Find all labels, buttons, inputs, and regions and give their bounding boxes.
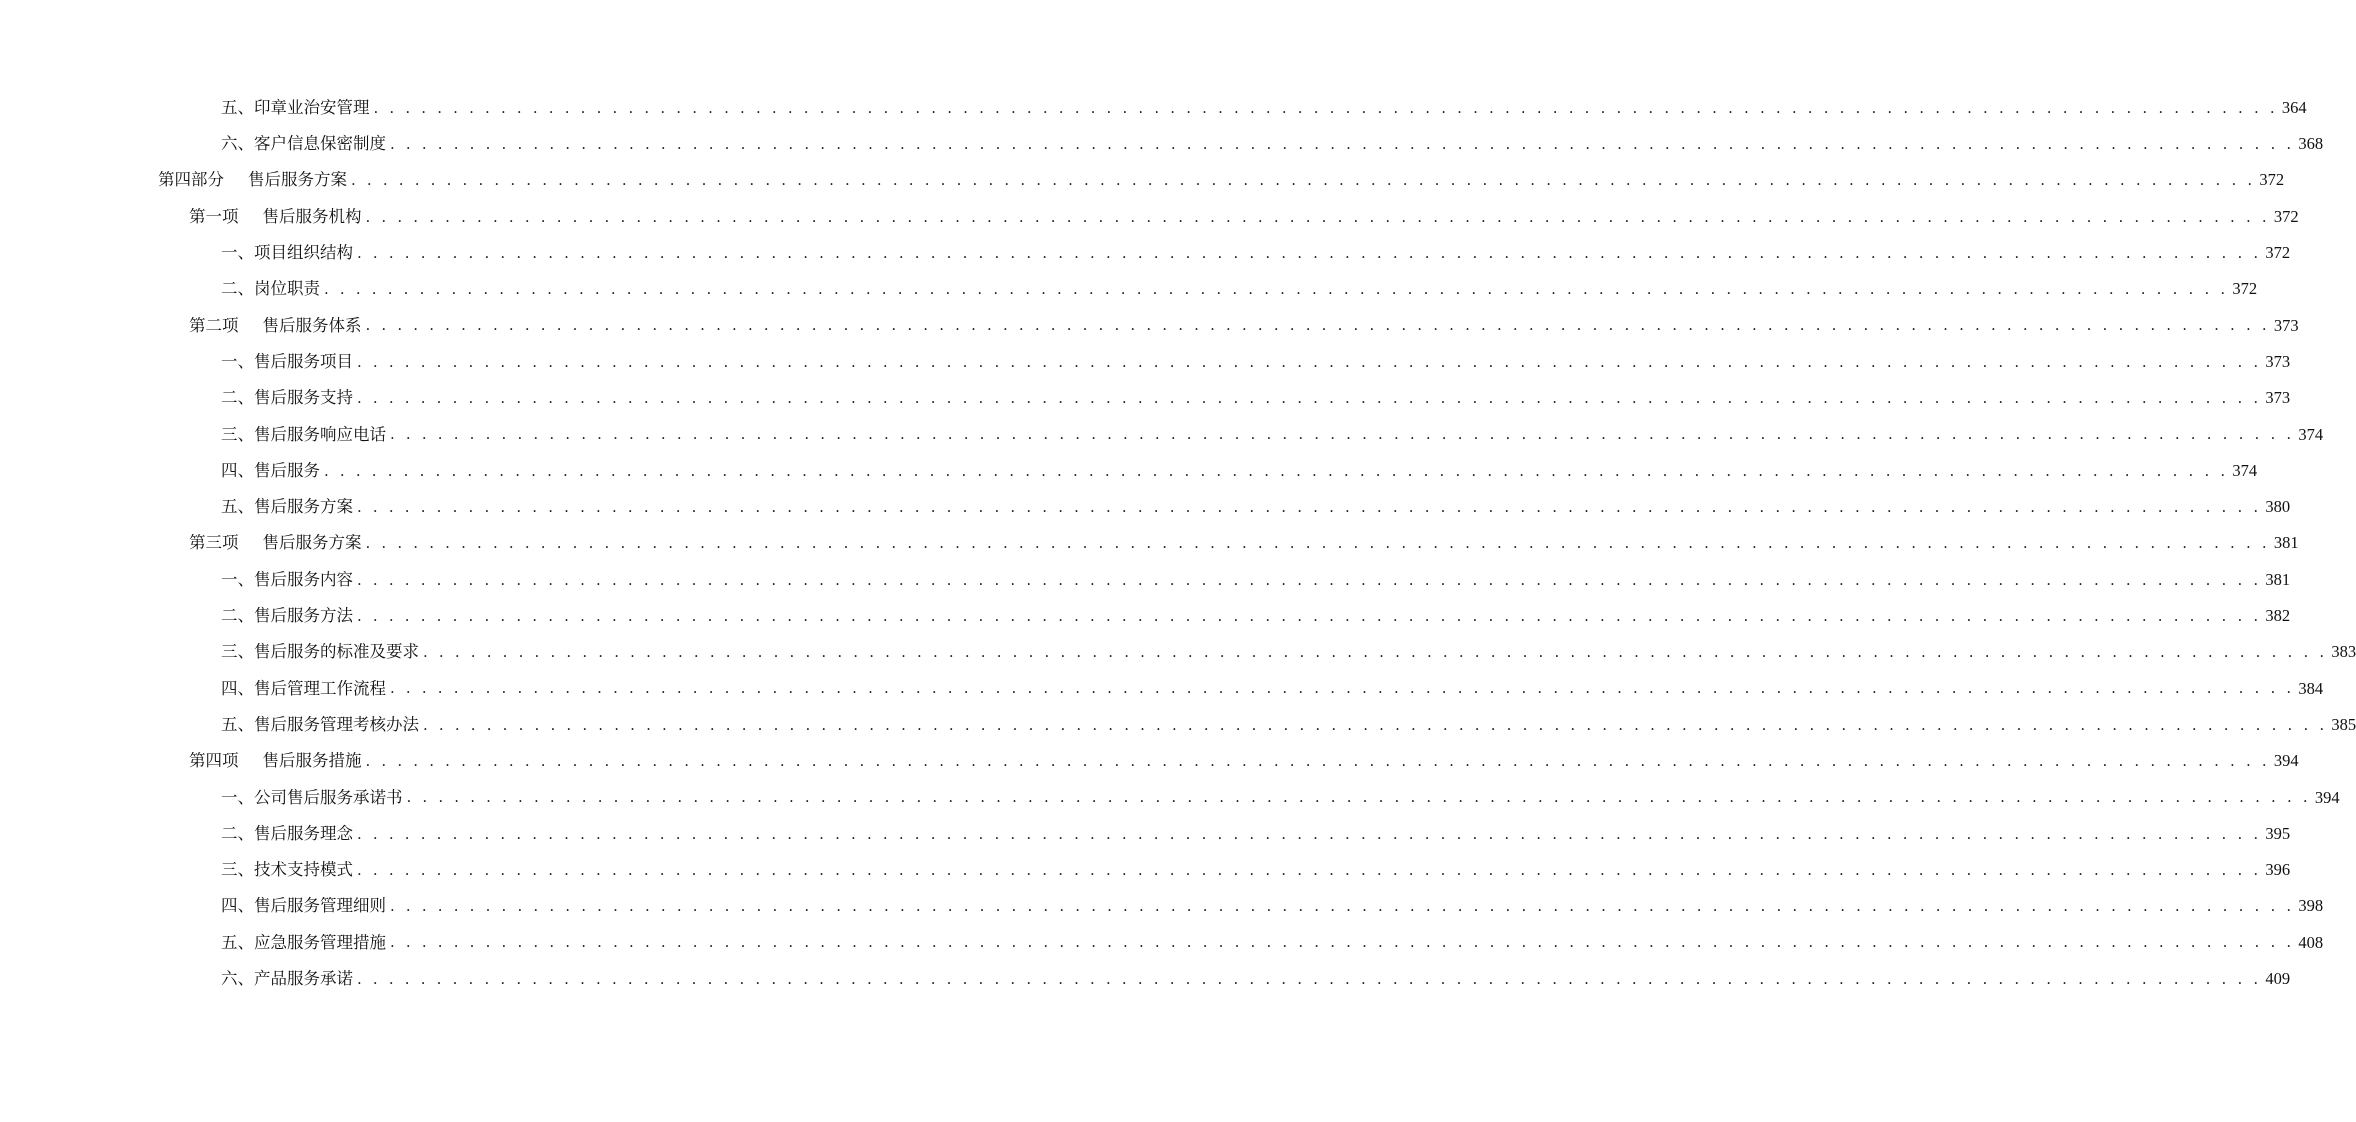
toc-entry-page-number: 409 <box>2265 969 2291 989</box>
toc-entry-label: 售后服务机构 <box>262 206 362 226</box>
toc-dot-leader: . . . . . . . . . . . . . . . . . . . . . . . . . . . . . . . . . . . . . . . . . . . . . . . . . . . . . . . . . . . . . . . . . . . . . . . . . . . . . . . . . . . . . . . . . . . . . . . . . . . . . . . . . . . . . . . . . . . . . . . . <box>390 897 2295 916</box>
toc-entry-number: 四、 <box>221 678 254 698</box>
toc-entry-label: 售后服务的标准及要求 <box>254 642 419 662</box>
toc-entry-page-number: 368 <box>2298 134 2324 154</box>
toc-entry[interactable] <box>0 308 2299 344</box>
toc-entry-title <box>221 862 357 879</box>
toc-entry-page-number: 395 <box>2265 823 2291 843</box>
toc-entry[interactable] <box>0 271 2258 307</box>
toc-entry-number: 第三项 <box>189 533 239 553</box>
toc-entry-number: 六、 <box>221 134 254 154</box>
toc-entry-title <box>221 499 357 516</box>
toc-dot-leader: . . . . . . . . . . . . . . . . . . . . . . . . . . . . . . . . . . . . . . . . . . . . . . . . . . . . . . . . . . . . . . . . . . . . . . . . . . . . . . . . . . . . . . . . . . . . . . . . . . . . . . . . . . . . . . . . . . . . . . . . <box>423 715 2328 734</box>
toc-entry[interactable] <box>0 417 2324 453</box>
toc-entry[interactable] <box>0 780 2340 816</box>
toc-dot-leader: . . . . . . . . . . . . . . . . . . . . . . . . . . . . . . . . . . . . . . . . . . . . . . . . . . . . . . . . . . . . . . . . . . . . . . . . . . . . . . . . . . . . . . . . . . . . . . . . . . . . . . . . . . . . . . . . . . . . . . . . <box>357 860 2262 879</box>
toc-entry-label: 售后服务项目 <box>254 351 353 371</box>
toc-entry-number: 三、 <box>221 860 254 880</box>
toc-entry-title <box>158 172 351 189</box>
toc-entry-label: 售后服务响应电话 <box>254 424 386 444</box>
toc-dot-leader: . . . . . . . . . . . . . . . . . . . . . . . . . . . . . . . . . . . . . . . . . . . . . . . . . . . . . . . . . . . . . . . . . . . . . . . . . . . . . . . . . . . . . . . . . . . . . . . . . . . . . . . . . . . . . . . . . . . . . . . . <box>324 461 2229 480</box>
toc-entry[interactable] <box>0 852 2291 888</box>
toc-entry-label: 印章业治安管理 <box>254 97 370 117</box>
toc-dot-leader: . . . . . . . . . . . . . . . . . . . . . . . . . . . . . . . . . . . . . . . . . . . . . . . . . . . . . . . . . . . . . . . . . . . . . . . . . . . . . . . . . . . . . . . . . . . . . . . . . . . . . . . . . . . . . . . . . . . . . . . . <box>357 243 2262 262</box>
toc-entry-label: 技术支持模式 <box>254 860 353 880</box>
toc-entry-label: 售后服务支持 <box>254 388 353 408</box>
toc-entry-label: 项目组织结构 <box>254 243 353 263</box>
toc-entry[interactable] <box>0 380 2291 416</box>
toc-entry-number: 第四项 <box>189 751 239 771</box>
toc-entry-page-number: 373 <box>2273 315 2299 335</box>
toc-entry-label: 应急服务管理措施 <box>254 932 386 952</box>
toc-entry-page-number: 382 <box>2265 606 2291 626</box>
toc-entry-label: 售后管理工作流程 <box>254 678 386 698</box>
toc-entry-title <box>221 823 357 843</box>
toc-entry-title <box>221 390 357 407</box>
toc-entry-page-number: 373 <box>2265 388 2291 408</box>
toc-entry-number: 二、 <box>221 388 254 408</box>
toc-entry-number: 二、 <box>221 279 254 299</box>
toc-entry-number: 第一项 <box>189 206 239 226</box>
toc-entry-page-number: 373 <box>2265 351 2291 371</box>
toc-entry-title <box>221 281 324 298</box>
toc-entry-page-number: 372 <box>2232 279 2258 299</box>
toc-entry-page-number: 384 <box>2298 678 2324 698</box>
toc-entry-page-number: 398 <box>2298 896 2324 916</box>
toc-entry-number: 五、 <box>221 714 254 734</box>
toc-entry-title <box>221 424 390 444</box>
toc-dot-leader: . . . . . . . . . . . . . . . . . . . . . . . . . . . . . . . . . . . . . . . . . . . . . . . . . . . . . . . . . . . . . . . . . . . . . . . . . . . . . . . . . . . . . . . . . . . . . . . . . . . . . . . . . . . . . . . . . . . . . . . . <box>373 98 2278 117</box>
toc-entry-title <box>189 753 366 770</box>
toc-entry-title <box>221 460 324 480</box>
toc-entry-number: 一、 <box>221 787 254 807</box>
toc-entry-page-number: 408 <box>2298 932 2324 952</box>
toc-entry-label: 售后服务内容 <box>254 569 353 589</box>
toc-entry-title <box>221 787 407 807</box>
toc-entry-page-number: 383 <box>2331 642 2356 662</box>
toc-entry[interactable] <box>0 453 2258 489</box>
toc-dot-leader: . . . . . . . . . . . . . . . . . . . . . . . . . . . . . . . . . . . . . . . . . . . . . . . . . . . . . . . . . . . . . . . . . . . . . . . . . . . . . . . . . . . . . . . . . . . . . . . . . . . . . . . . . . . . . . . . . . . . . . . . <box>351 171 2256 190</box>
toc-entry-number: 第二项 <box>189 315 239 335</box>
toc-entry[interactable] <box>0 925 2324 961</box>
toc-entry-number: 四、 <box>221 896 254 916</box>
toc-dot-leader: . . . . . . . . . . . . . . . . . . . . . . . . . . . . . . . . . . . . . . . . . . . . . . . . . . . . . . . . . . . . . . . . . . . . . . . . . . . . . . . . . . . . . . . . . . . . . . . . . . . . . . . . . . . . . . . . . . . . . . . . <box>365 534 2270 553</box>
toc-entry[interactable] <box>0 199 2299 235</box>
toc-entry-page-number: 381 <box>2265 569 2291 589</box>
toc-entry-number: 一、 <box>221 351 254 371</box>
toc-entry[interactable] <box>0 707 2356 743</box>
toc-entry-label: 客户信息保密制度 <box>254 134 386 154</box>
toc-entry-page-number: 381 <box>2273 533 2299 553</box>
toc-entry-page-number: 372 <box>2265 243 2291 263</box>
table-of-contents <box>0 90 2356 997</box>
toc-entry-number: 二、 <box>221 606 254 626</box>
toc-entry-label: 售后服务方案 <box>254 497 353 517</box>
toc-dot-leader: . . . . . . . . . . . . . . . . . . . . . . . . . . . . . . . . . . . . . . . . . . . . . . . . . . . . . . . . . . . . . . . . . . . . . . . . . . . . . . . . . . . . . . . . . . . . . . . . . . . . . . . . . . . . . . . . . . . . . . . . <box>365 316 2270 335</box>
toc-entry-label: 售后服务管理考核办法 <box>254 714 419 734</box>
toc-dot-leader: . . . . . . . . . . . . . . . . . . . . . . . . . . . . . . . . . . . . . . . . . . . . . . . . . . . . . . . . . . . . . . . . . . . . . . . . . . . . . . . . . . . . . . . . . . . . . . . . . . . . . . . . . . . . . . . . . . . . . . . . <box>357 969 2262 988</box>
toc-entry-number: 一、 <box>221 569 254 589</box>
toc-dot-leader: . . . . . . . . . . . . . . . . . . . . . . . . . . . . . . . . . . . . . . . . . . . . . . . . . . . . . . . . . . . . . . . . . . . . . . . . . . . . . . . . . . . . . . . . . . . . . . . . . . . . . . . . . . . . . . . . . . . . . . . . <box>390 933 2295 952</box>
toc-entry-number: 第四部分 <box>158 170 224 190</box>
toc-entry[interactable] <box>0 126 2324 162</box>
toc-entry-page-number: 372 <box>2259 170 2285 190</box>
toc-entry[interactable] <box>0 671 2324 707</box>
toc-entry[interactable] <box>0 961 2291 997</box>
toc-entry-number: 六、 <box>221 969 254 989</box>
toc-entry[interactable] <box>0 562 2291 598</box>
toc-entry-number: 三、 <box>221 642 254 662</box>
toc-entry-label: 公司售后服务承诺书 <box>254 787 403 807</box>
toc-entry-number: 五、 <box>221 497 254 517</box>
toc-entry-title <box>189 206 366 226</box>
toc-entry-number: 四、 <box>221 460 254 480</box>
toc-entry-title <box>221 932 390 952</box>
toc-entry-label: 售后服务措施 <box>262 751 362 771</box>
toc-entry[interactable] <box>0 816 2291 852</box>
toc-dot-leader: . . . . . . . . . . . . . . . . . . . . . . . . . . . . . . . . . . . . . . . . . . . . . . . . . . . . . . . . . . . . . . . . . . . . . . . . . . . . . . . . . . . . . . . . . . . . . . . . . . . . . . . . . . . . . . . . . . . . . . . . <box>406 788 2311 807</box>
toc-entry-title <box>221 136 390 153</box>
toc-entry-number: 五、 <box>221 932 254 952</box>
toc-entry[interactable] <box>0 526 2299 562</box>
toc-entry-label: 售后服务方案 <box>262 533 362 553</box>
toc-entry-page-number: 372 <box>2273 206 2299 226</box>
toc-entry[interactable] <box>0 235 2291 271</box>
toc-entry-title <box>221 245 357 262</box>
toc-entry[interactable] <box>0 344 2291 380</box>
toc-entry-number: 三、 <box>221 424 254 444</box>
toc-entry-label: 售后服务方法 <box>254 606 353 626</box>
toc-entry-label: 售后服务方案 <box>248 170 347 190</box>
toc-dot-leader: . . . . . . . . . . . . . . . . . . . . . . . . . . . . . . . . . . . . . . . . . . . . . . . . . . . . . . . . . . . . . . . . . . . . . . . . . . . . . . . . . . . . . . . . . . . . . . . . . . . . . . . . . . . . . . . . . . . . . . . . <box>357 570 2262 589</box>
toc-entry-title <box>221 714 423 734</box>
toc-dot-leader: . . . . . . . . . . . . . . . . . . . . . . . . . . . . . . . . . . . . . . . . . . . . . . . . . . . . . . . . . . . . . . . . . . . . . . . . . . . . . . . . . . . . . . . . . . . . . . . . . . . . . . . . . . . . . . . . . . . . . . . . <box>324 280 2229 299</box>
toc-dot-leader: . . . . . . . . . . . . . . . . . . . . . . . . . . . . . . . . . . . . . . . . . . . . . . . . . . . . . . . . . . . . . . . . . . . . . . . . . . . . . . . . . . . . . . . . . . . . . . . . . . . . . . . . . . . . . . . . . . . . . . . . <box>357 824 2262 843</box>
toc-dot-leader: . . . . . . . . . . . . . . . . . . . . . . . . . . . . . . . . . . . . . . . . . . . . . . . . . . . . . . . . . . . . . . . . . . . . . . . . . . . . . . . . . . . . . . . . . . . . . . . . . . . . . . . . . . . . . . . . . . . . . . . . <box>423 643 2328 662</box>
toc-entry[interactable] <box>0 163 2285 199</box>
toc-dot-leader: . . . . . . . . . . . . . . . . . . . . . . . . . . . . . . . . . . . . . . . . . . . . . . . . . . . . . . . . . . . . . . . . . . . . . . . . . . . . . . . . . . . . . . . . . . . . . . . . . . . . . . . . . . . . . . . . . . . . . . . . <box>357 497 2262 516</box>
toc-entry-title <box>189 315 366 335</box>
toc-entry-title <box>221 351 357 371</box>
toc-entry-label: 售后服务理念 <box>254 823 353 843</box>
toc-entry-number: 五、 <box>221 97 254 117</box>
toc-entry-title <box>221 898 390 915</box>
toc-entry[interactable] <box>0 634 2356 670</box>
toc-entry-title <box>221 678 390 698</box>
toc-entry[interactable] <box>0 90 2307 126</box>
toc-dot-leader: . . . . . . . . . . . . . . . . . . . . . . . . . . . . . . . . . . . . . . . . . . . . . . . . . . . . . . . . . . . . . . . . . . . . . . . . . . . . . . . . . . . . . . . . . . . . . . . . . . . . . . . . . . . . . . . . . . . . . . . . <box>390 679 2295 698</box>
toc-entry-number: 二、 <box>221 823 254 843</box>
toc-entry-title <box>221 97 374 117</box>
toc-entry[interactable] <box>0 598 2291 634</box>
toc-dot-leader: . . . . . . . . . . . . . . . . . . . . . . . . . . . . . . . . . . . . . . . . . . . . . . . . . . . . . . . . . . . . . . . . . . . . . . . . . . . . . . . . . . . . . . . . . . . . . . . . . . . . . . . . . . . . . . . . . . . . . . . . <box>390 425 2295 444</box>
toc-entry-label: 售后服务 <box>254 460 320 480</box>
toc-dot-leader: . . . . . . . . . . . . . . . . . . . . . . . . . . . . . . . . . . . . . . . . . . . . . . . . . . . . . . . . . . . . . . . . . . . . . . . . . . . . . . . . . . . . . . . . . . . . . . . . . . . . . . . . . . . . . . . . . . . . . . . . <box>357 389 2262 408</box>
toc-dot-leader: . . . . . . . . . . . . . . . . . . . . . . . . . . . . . . . . . . . . . . . . . . . . . . . . . . . . . . . . . . . . . . . . . . . . . . . . . . . . . . . . . . . . . . . . . . . . . . . . . . . . . . . . . . . . . . . . . . . . . . . . <box>357 352 2262 371</box>
toc-entry-page-number: 396 <box>2265 860 2291 880</box>
toc-entry[interactable] <box>0 743 2299 779</box>
toc-entry-number: 一、 <box>221 243 254 263</box>
toc-entry-label: 产品服务承诺 <box>254 969 353 989</box>
toc-entry-page-number: 364 <box>2281 97 2307 117</box>
toc-entry-title <box>221 569 357 589</box>
toc-entry-title <box>221 608 357 625</box>
toc-dot-leader: . . . . . . . . . . . . . . . . . . . . . . . . . . . . . . . . . . . . . . . . . . . . . . . . . . . . . . . . . . . . . . . . . . . . . . . . . . . . . . . . . . . . . . . . . . . . . . . . . . . . . . . . . . . . . . . . . . . . . . . . <box>365 207 2270 226</box>
toc-entry-title <box>189 535 366 552</box>
toc-entry[interactable] <box>0 889 2324 925</box>
toc-entry-page-number: 394 <box>2314 787 2340 807</box>
toc-entry-label: 售后服务管理细则 <box>254 896 386 916</box>
toc-entry-title <box>221 644 423 661</box>
toc-entry-page-number: 380 <box>2265 497 2291 517</box>
toc-entry-page-number: 394 <box>2273 751 2299 771</box>
toc-entry-label: 岗位职责 <box>254 279 320 299</box>
toc-dot-leader: . . . . . . . . . . . . . . . . . . . . . . . . . . . . . . . . . . . . . . . . . . . . . . . . . . . . . . . . . . . . . . . . . . . . . . . . . . . . . . . . . . . . . . . . . . . . . . . . . . . . . . . . . . . . . . . . . . . . . . . . <box>390 134 2295 153</box>
toc-entry-page-number: 374 <box>2298 424 2324 444</box>
toc-entry-page-number: 374 <box>2232 460 2258 480</box>
toc-dot-leader: . . . . . . . . . . . . . . . . . . . . . . . . . . . . . . . . . . . . . . . . . . . . . . . . . . . . . . . . . . . . . . . . . . . . . . . . . . . . . . . . . . . . . . . . . . . . . . . . . . . . . . . . . . . . . . . . . . . . . . . . <box>365 751 2270 770</box>
toc-entry-page-number: 385 <box>2331 714 2356 734</box>
toc-entry-title <box>221 971 357 988</box>
toc-entry-label: 售后服务体系 <box>262 315 362 335</box>
toc-entry[interactable] <box>0 489 2291 525</box>
toc-dot-leader: . . . . . . . . . . . . . . . . . . . . . . . . . . . . . . . . . . . . . . . . . . . . . . . . . . . . . . . . . . . . . . . . . . . . . . . . . . . . . . . . . . . . . . . . . . . . . . . . . . . . . . . . . . . . . . . . . . . . . . . . <box>357 606 2262 625</box>
